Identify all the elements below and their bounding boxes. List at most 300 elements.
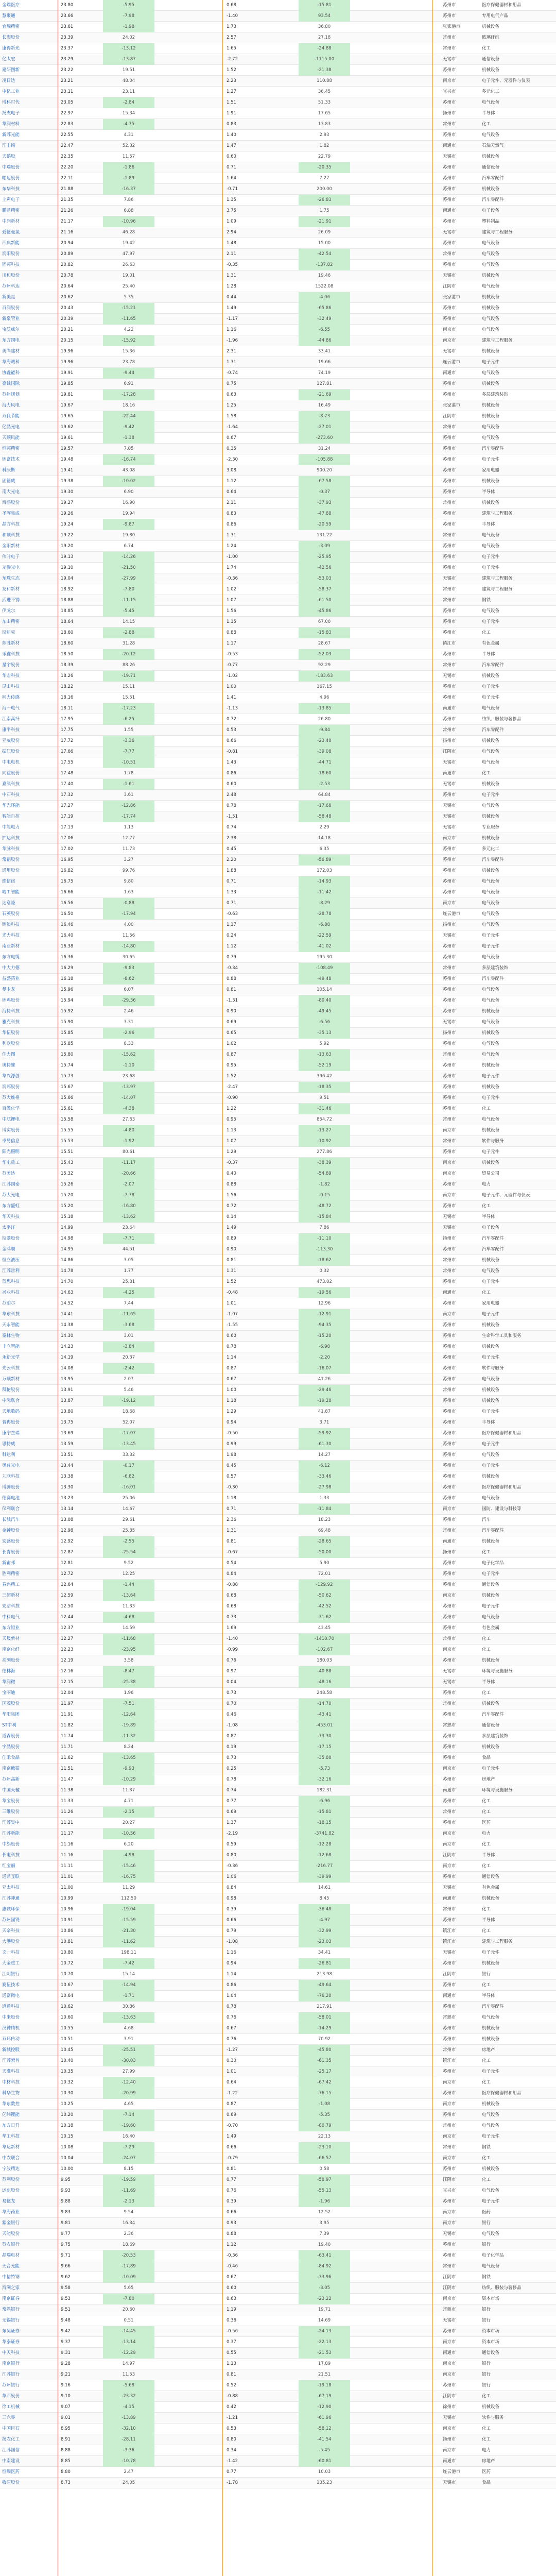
stock-name[interactable]: 华东数控: [2, 2102, 20, 2107]
stock-name[interactable]: 大港股份: [2, 1939, 20, 1944]
stock-name[interactable]: 新城控股: [2, 2047, 20, 2053]
change-b: -5.45: [103, 606, 154, 617]
stock-name[interactable]: 博实股份: [2, 1128, 20, 1133]
stock-name[interactable]: 嘉诚国际: [2, 381, 20, 386]
stock-name[interactable]: 佳力图: [2, 1052, 15, 1057]
stock-name[interactable]: 雅克科技: [2, 1020, 20, 1025]
industry: 电气设备: [482, 998, 500, 1003]
stock-name[interactable]: 宝丽迪: [2, 1690, 15, 1696]
stock-name[interactable]: 上声电子: [2, 197, 20, 202]
stock-name[interactable]: 华润微: [2, 1680, 15, 1685]
value-a: 16.95: [61, 857, 74, 862]
change-d: -12.28: [299, 1839, 350, 1850]
stock-name[interactable]: 安洁科技: [2, 1604, 20, 1609]
stock-name[interactable]: 锦富技术: [2, 457, 20, 462]
stock-name[interactable]: 龙腾光电: [2, 565, 20, 570]
change-b: -27.99: [103, 573, 154, 584]
industry: 电子元件: [482, 2199, 500, 2204]
stock-name[interactable]: 九联科技: [2, 1474, 20, 1479]
stock-name[interactable]: 江阴银行: [2, 1972, 20, 1977]
stock-name[interactable]: 昆山科技: [2, 684, 20, 689]
stock-name[interactable]: 恒立液压: [2, 1258, 20, 1263]
city: 苏州市: [443, 1409, 456, 1414]
stock-name[interactable]: 中国天楹: [2, 1788, 20, 1793]
stock-name[interactable]: 科达利: [2, 1452, 15, 1458]
stock-name[interactable]: 凯伦股份: [2, 1387, 20, 1393]
stock-name[interactable]: 柯力传感: [2, 695, 20, 700]
stock-name[interactable]: 固邦科技: [2, 262, 20, 267]
stock-name[interactable]: 华达新材: [2, 2145, 20, 2150]
stock-name[interactable]: 中信特钢: [2, 2275, 20, 2280]
table-row: [0, 801, 556, 811]
stock-name[interactable]: 天顺风能: [2, 435, 20, 440]
stock-name[interactable]: 亿晶光电: [2, 425, 20, 430]
stock-name[interactable]: 华西股份: [2, 2394, 20, 2399]
stock-name[interactable]: 海特科技: [2, 1009, 20, 1014]
stock-name[interactable]: 宁波精达: [2, 2166, 20, 2172]
stock-name[interactable]: 丰立智能: [2, 1344, 20, 1349]
city: 苏州市: [443, 955, 456, 960]
stock-name[interactable]: 东山精密: [2, 619, 20, 624]
stock-name[interactable]: 达意隆: [2, 901, 15, 906]
value-a: 16.40: [61, 933, 74, 938]
stock-name[interactable]: 苏州固锝: [2, 1918, 20, 1923]
stock-name[interactable]: 海力风电: [2, 403, 20, 408]
stock-name[interactable]: 华兴源创: [2, 1074, 20, 1079]
change-b: 8.24: [124, 1744, 134, 1750]
stock-name[interactable]: 兴业科技: [2, 1290, 20, 1295]
change-d: -3.09: [299, 541, 350, 552]
city: 苏州市: [443, 1333, 456, 1338]
stock-name[interactable]: 双环传动: [2, 2037, 20, 2042]
table-row: [0, 1818, 556, 1828]
stock-name[interactable]: 文一科技: [2, 1950, 20, 1955]
stock-name[interactable]: 太平洋: [2, 1225, 15, 1230]
stock-name[interactable]: 百傲化学: [2, 1106, 20, 1111]
stock-name[interactable]: 亿纬锂能: [2, 2112, 20, 2117]
city: 南京市: [443, 2210, 456, 2215]
stock-name[interactable]: 天能股份: [2, 2231, 20, 2236]
stock-name[interactable]: 卓易信息: [2, 1139, 20, 1144]
stock-name[interactable]: 新泉管业: [2, 316, 20, 321]
stock-name[interactable]: 蓝思科技: [2, 1279, 20, 1284]
change-d: -12.68: [299, 1850, 350, 1861]
stock-name[interactable]: 易德龙: [2, 2199, 15, 2204]
stock-name[interactable]: 康宁杰瑞: [2, 1431, 20, 1436]
stock-name[interactable]: 天准科技: [2, 2069, 20, 2074]
stock-name[interactable]: 晶瑞电材: [2, 2253, 20, 2258]
stock-name[interactable]: 长城汽车: [2, 1517, 20, 1522]
stock-name[interactable]: 徐工机械: [2, 2404, 20, 2410]
stock-name[interactable]: 华泰证券: [2, 2340, 20, 2345]
stock-name[interactable]: 固德威: [2, 479, 15, 484]
stock-name[interactable]: 亿太宏: [2, 57, 15, 62]
stock-name[interactable]: 天鹅股: [2, 154, 15, 159]
stock-name[interactable]: 江苏雷利: [2, 1268, 20, 1274]
stock-name[interactable]: 协鑫能科: [2, 370, 20, 376]
stock-name[interactable]: 博腾股份: [2, 1485, 20, 1490]
stock-name[interactable]: 常铝股份: [2, 857, 20, 862]
stock-name[interactable]: 苏农银行: [2, 2242, 20, 2247]
stock-name[interactable]: 锦浪科技: [2, 922, 20, 927]
stock-name[interactable]: 南京熊猫: [2, 1766, 20, 1771]
stock-name[interactable]: 苏大维格: [2, 1095, 20, 1100]
stock-name[interactable]: 保利联合: [2, 1506, 20, 1512]
stock-name[interactable]: 伟时电子: [2, 554, 20, 560]
change-b: 1.55: [124, 727, 134, 733]
stock-name[interactable]: 爱德曼氢: [2, 230, 20, 235]
stock-name[interactable]: 科沃斯: [2, 468, 15, 473]
stock-name[interactable]: 金鸿顺: [2, 1247, 15, 1252]
stock-name[interactable]: 道森股份: [2, 1734, 20, 1739]
stock-name[interactable]: 江苏吴中: [2, 1820, 20, 1825]
stock-name[interactable]: 海澜之家: [2, 2285, 20, 2291]
stock-name[interactable]: 中天科技: [2, 2350, 20, 2355]
stock-name[interactable]: 光云科技: [2, 1366, 20, 1371]
stock-name[interactable]: 天合光能: [2, 2264, 20, 2269]
stock-name[interactable]: 江苏国泰: [2, 1182, 20, 1187]
stock-name[interactable]: 新美星: [2, 295, 15, 300]
stock-name[interactable]: 苏大光电: [2, 1193, 20, 1198]
change-b: -11.15: [103, 595, 154, 606]
stock-name[interactable]: 帕迈股份: [2, 176, 20, 181]
value-c: 1.14: [227, 1972, 236, 1977]
stock-name[interactable]: 西典新能: [2, 241, 20, 246]
value-a: 14.19: [61, 1355, 74, 1360]
stock-name[interactable]: 红宝丽: [2, 1863, 15, 1869]
stock-name[interactable]: 东华科技: [2, 187, 20, 192]
stock-name[interactable]: 春兴精工: [2, 1582, 20, 1587]
stock-name[interactable]: 江苏新能: [2, 1831, 20, 1836]
change-d: 131.22: [317, 533, 332, 538]
stock-name[interactable]: 宝沃威尔: [2, 327, 20, 332]
stock-name[interactable]: 牧原股份: [2, 2480, 20, 2485]
table-row: [0, 400, 556, 411]
stock-name[interactable]: 华电重工: [2, 1160, 20, 1165]
stock-name[interactable]: 康平科技: [2, 727, 20, 733]
stock-name[interactable]: 中国巨石: [2, 2426, 20, 2431]
table-row: [0, 1926, 556, 1937]
stock-name[interactable]: 和顺科技: [2, 533, 20, 538]
value-c: 1.56: [227, 1193, 236, 1198]
stock-name[interactable]: 中科电气: [2, 1615, 20, 1620]
stock-name[interactable]: 华光环能: [2, 803, 20, 808]
stock-name[interactable]: 江苏银行: [2, 2372, 20, 2377]
change-b: -20.12: [103, 649, 154, 660]
stock-name[interactable]: 苏州科达: [2, 284, 20, 289]
value-c: 2.31: [227, 349, 236, 354]
industry: 环境与设施服务: [482, 1788, 513, 1793]
stock-name[interactable]: 亚威股份: [2, 738, 20, 743]
stock-name[interactable]: 天永智能: [2, 1323, 20, 1328]
change-b: -2.13: [103, 2196, 154, 2207]
stock-name[interactable]: 泰林生物: [2, 1333, 20, 1338]
stock-name[interactable]: 德林海: [2, 1669, 15, 1674]
value-c: 1.01: [227, 1301, 236, 1306]
stock-name[interactable]: 通鼎互联: [2, 1874, 20, 1879]
value-a: 19.81: [61, 392, 74, 397]
stock-name[interactable]: 康得新光: [2, 46, 20, 51]
stock-name[interactable]: 紫金银行: [2, 2221, 20, 2226]
city: 苏州市: [443, 241, 456, 246]
stock-name[interactable]: 凌日达: [2, 78, 15, 83]
stock-name[interactable]: 长电科技: [2, 1853, 20, 1858]
industry: 电气设备: [482, 760, 500, 765]
stock-name[interactable]: 同益股份: [2, 771, 20, 776]
industry: 电气设备: [482, 890, 500, 895]
stock-name[interactable]: 博科时代: [2, 100, 20, 105]
stock-name[interactable]: 万顺新材: [2, 1377, 20, 1382]
stock-name[interactable]: 锦鸡股份: [2, 998, 20, 1003]
stock-name[interactable]: ST中利: [2, 1723, 16, 1728]
stock-name[interactable]: 思特威: [2, 1442, 15, 1447]
stock-name[interactable]: 三六零: [2, 2415, 15, 2420]
stock-name[interactable]: 新苏光能: [2, 132, 20, 138]
stock-name[interactable]: 宜瑞精密: [2, 24, 20, 29]
stock-name[interactable]: 百润股份: [2, 306, 20, 311]
stock-name[interactable]: 长青股份: [2, 1550, 20, 1555]
stock-name[interactable]: 华海药业: [2, 2210, 20, 2215]
stock-name[interactable]: 润邦股份: [2, 1084, 20, 1090]
stock-name[interactable]: 永新光学: [2, 1355, 20, 1360]
stock-name[interactable]: 星宇股份: [2, 663, 20, 668]
stock-name[interactable]: 恒瑞医药: [2, 2469, 20, 2475]
stock-name[interactable]: 南亚新材: [2, 944, 20, 949]
stock-name[interactable]: 申亿工业: [2, 89, 20, 94]
stock-name[interactable]: 中瑞股份: [2, 165, 20, 170]
stock-name[interactable]: 恒邦精密: [2, 446, 20, 451]
stock-name[interactable]: 宏盛股份: [2, 1539, 20, 1544]
stock-name[interactable]: 普冉股份: [2, 1420, 20, 1425]
stock-name[interactable]: 阳光照明: [2, 1149, 20, 1155]
stock-name[interactable]: 中润新材: [2, 219, 20, 224]
stock-name[interactable]: 苏州银行: [2, 2383, 20, 2388]
stock-name[interactable]: 常熟银行: [2, 2307, 20, 2312]
stock-name[interactable]: 益盛药业: [2, 976, 20, 981]
stock-name[interactable]: 南大光电: [2, 489, 20, 495]
value-c: 2.11: [227, 251, 236, 257]
stock-name[interactable]: 苏州规划: [2, 392, 20, 397]
stock-name[interactable]: 长海股份: [2, 35, 20, 40]
stock-name[interactable]: 江苏神通: [2, 1896, 20, 1901]
stock-name[interactable]: 中大力德: [2, 965, 20, 971]
value-c: 1.27: [227, 89, 236, 94]
table-row: [0, 238, 556, 249]
stock-name[interactable]: 中来股份: [2, 2015, 20, 2020]
stock-name[interactable]: 无锡银行: [2, 2318, 20, 2323]
stock-name[interactable]: 江苏索普: [2, 2058, 20, 2063]
stock-name[interactable]: 华阳集团: [2, 1712, 20, 1717]
table-row: [0, 292, 556, 303]
stock-name[interactable]: 通用股份: [2, 868, 20, 873]
stock-name[interactable]: 美尚建材: [2, 349, 20, 354]
stock-name[interactable]: 海一电气: [2, 706, 20, 711]
stock-name[interactable]: 川和股份: [2, 273, 20, 278]
stock-name[interactable]: 道通科技: [2, 2004, 20, 2009]
stock-name[interactable]: 华工科技: [2, 2134, 20, 2139]
city: 苏州市: [443, 857, 456, 862]
stock-name[interactable]: 江南高纤: [2, 717, 20, 722]
stock-name[interactable]: 慧聚通: [2, 13, 15, 19]
city: 无锡市: [443, 933, 456, 938]
stock-name[interactable]: 建研图新: [2, 67, 20, 73]
industry: 机械设备: [482, 187, 500, 192]
stock-name[interactable]: 圣晖集成: [2, 511, 20, 516]
stock-name[interactable]: 德赛电池: [2, 1496, 20, 1501]
stock-name[interactable]: 哈工智能: [2, 890, 20, 895]
city: 常州市: [443, 1268, 456, 1274]
stock-name[interactable]: 中旗股份: [2, 1842, 20, 1847]
city: 南通市: [443, 706, 456, 711]
stock-name[interactable]: 南京银行: [2, 2361, 20, 2366]
value-a: 11.01: [61, 1874, 74, 1879]
stock-name[interactable]: 中农联合: [2, 2156, 20, 2161]
stock-name[interactable]: 石英股份: [2, 911, 20, 917]
stock-name[interactable]: 华天科技: [2, 1214, 20, 1219]
change-b: -11.69: [103, 2185, 154, 2196]
stock-name[interactable]: 扩达科技: [2, 836, 20, 841]
stock-name[interactable]: 斯菱股份: [2, 1236, 20, 1241]
stock-name[interactable]: 鼎胜新材: [2, 641, 20, 646]
stock-name[interactable]: 华海诚科: [2, 360, 20, 365]
stock-name[interactable]: 天奈科技: [2, 1928, 20, 1934]
table-row: [0, 898, 556, 909]
stock-name[interactable]: 三超新材: [2, 1593, 20, 1598]
stock-name[interactable]: 中航锂电: [2, 1117, 20, 1122]
stock-name[interactable]: 汉钟精机: [2, 2026, 20, 2031]
stock-name[interactable]: 鹏鼎精密: [2, 208, 20, 213]
stock-name[interactable]: 斯迪克: [2, 630, 15, 635]
stock-name[interactable]: 南京证券: [2, 2296, 20, 2301]
stock-name[interactable]: 中材科技: [2, 2080, 20, 2085]
value-a: 15.55: [61, 1128, 74, 1133]
stock-name[interactable]: 金阳新材: [2, 544, 20, 549]
stock-name[interactable]: 惠城环保: [2, 1907, 20, 1912]
stock-name[interactable]: 三维股份: [2, 1809, 20, 1815]
value-c: 0.86: [227, 1982, 236, 1988]
stock-name[interactable]: 新宙邦: [2, 1561, 15, 1566]
stock-name[interactable]: 扬农化工: [2, 2437, 20, 2442]
stock-name[interactable]: 苏利股份: [2, 2177, 20, 2182]
stock-name[interactable]: 天晟新材: [2, 1636, 20, 1641]
city: 无锡市: [443, 1669, 456, 1674]
stock-name[interactable]: 奥特维: [2, 1063, 15, 1068]
stock-name[interactable]: 南京化纤: [2, 1647, 20, 1652]
stock-name[interactable]: 华伍股份: [2, 1030, 20, 1036]
stock-name[interactable]: 华润材料: [2, 122, 20, 127]
change-b: 23.68: [122, 1074, 135, 1079]
table-row: [0, 2402, 556, 2413]
stock-name[interactable]: 中电电机: [2, 760, 20, 765]
table-row: [0, 454, 556, 465]
value-c: 0.88: [227, 976, 236, 981]
value-c: 1.47: [227, 143, 236, 148]
stock-name[interactable]: 光力科技: [2, 933, 20, 938]
stock-name[interactable]: 科华生物: [2, 2091, 20, 2096]
stock-name[interactable]: 晶方科技: [2, 522, 20, 527]
stock-name[interactable]: 东珠生态: [2, 576, 20, 581]
stock-name[interactable]: 金瑞医疗: [2, 3, 20, 8]
stock-name[interactable]: 江苏国信: [2, 2448, 20, 2453]
change-b: -7.77: [103, 747, 154, 757]
change-b: -7.71: [103, 1233, 154, 1244]
stock-name[interactable]: 华东科技: [2, 1312, 20, 1317]
stock-name[interactable]: 乐鑫科技: [2, 652, 20, 657]
stock-name[interactable]: 中际联合: [2, 1398, 20, 1403]
stock-name[interactable]: 东吴证券: [2, 2329, 20, 2334]
stock-name[interactable]: 金钟股份: [2, 1528, 20, 1533]
stock-name[interactable]: 东方钽业: [2, 1625, 20, 1631]
stock-name[interactable]: 中南建设: [2, 2459, 20, 2464]
stock-name[interactable]: 通富微电: [2, 1993, 20, 1998]
stock-name[interactable]: 华宏科技: [2, 673, 20, 679]
stock-name[interactable]: 东方国电: [2, 338, 20, 343]
stock-name[interactable]: 高测股份: [2, 1658, 20, 1663]
stock-name[interactable]: 江丰铭: [2, 143, 15, 148]
change-b: -19.04: [103, 1904, 154, 1915]
stock-name[interactable]: 双良节能: [2, 414, 20, 419]
stock-name[interactable]: 利欧股份: [2, 1041, 20, 1046]
stock-name[interactable]: 佳禾食品: [2, 1755, 20, 1760]
industry: 房地产: [482, 1777, 495, 1782]
table-row: [0, 1709, 556, 1720]
stock-name[interactable]: 亚太科技: [2, 1885, 20, 1890]
stock-name[interactable]: 宇晶股份: [2, 1744, 20, 1750]
stock-name[interactable]: 友和新材: [2, 587, 20, 592]
stock-name[interactable]: 赛伍技术: [2, 1982, 20, 1988]
stock-name[interactable]: 远东股份: [2, 2188, 20, 2193]
stock-name[interactable]: 扬杰电子: [2, 111, 20, 116]
stock-name[interactable]: 东方盛虹: [2, 1204, 20, 1209]
stock-name[interactable]: 天地数码: [2, 1409, 20, 1414]
table-row: [0, 1396, 556, 1406]
stock-name[interactable]: 中石科技: [2, 792, 20, 798]
city: 张家港市: [443, 295, 461, 300]
change-d: -73.30: [299, 1731, 350, 1742]
stock-name[interactable]: 武进不锈: [2, 598, 20, 603]
change-b: 4.22: [124, 327, 134, 332]
stock-name[interactable]: 智能自控: [2, 814, 20, 819]
industry: 电气设备: [482, 1452, 500, 1458]
value-a: 16.29: [61, 965, 74, 971]
change-d: -1.82: [299, 1179, 350, 1190]
stock-name[interactable]: 维信诺: [2, 879, 15, 884]
value-a: 20.43: [61, 306, 74, 311]
stock-name[interactable]: 苏美达: [2, 1171, 15, 1176]
stock-name[interactable]: 润阳股份: [2, 251, 20, 257]
stock-name[interactable]: 华脉科技: [2, 846, 20, 852]
value-c: -1.00: [227, 554, 238, 560]
stock-name[interactable]: 伊戈尔: [2, 608, 15, 614]
stock-name[interactable]: 东方电缆: [2, 955, 20, 960]
stock-name[interactable]: 曼卡龙: [2, 987, 15, 992]
stock-name[interactable]: 大金重工: [2, 1961, 20, 1966]
value-a: 14.23: [61, 1344, 74, 1349]
value-c: 0.84: [227, 1571, 236, 1577]
stock-name[interactable]: 振江股份: [2, 749, 20, 754]
stock-name[interactable]: 嘉澳科技: [2, 782, 20, 787]
stock-name[interactable]: 东方日升: [2, 2123, 20, 2128]
table-row: [0, 811, 556, 822]
stock-name[interactable]: 海鸥股份: [2, 500, 20, 505]
stock-name[interactable]: 华宝股份: [2, 1799, 20, 1804]
stock-name[interactable]: 苏泊尔: [2, 1301, 15, 1306]
stock-name[interactable]: 奥普光电: [2, 1463, 20, 1468]
stock-name[interactable]: 中能电力: [2, 825, 20, 830]
stock-name[interactable]: 国茂股份: [2, 1701, 20, 1706]
stock-name[interactable]: 胜利精密: [2, 1571, 20, 1577]
stock-name[interactable]: 苏州高新: [2, 1777, 20, 1782]
